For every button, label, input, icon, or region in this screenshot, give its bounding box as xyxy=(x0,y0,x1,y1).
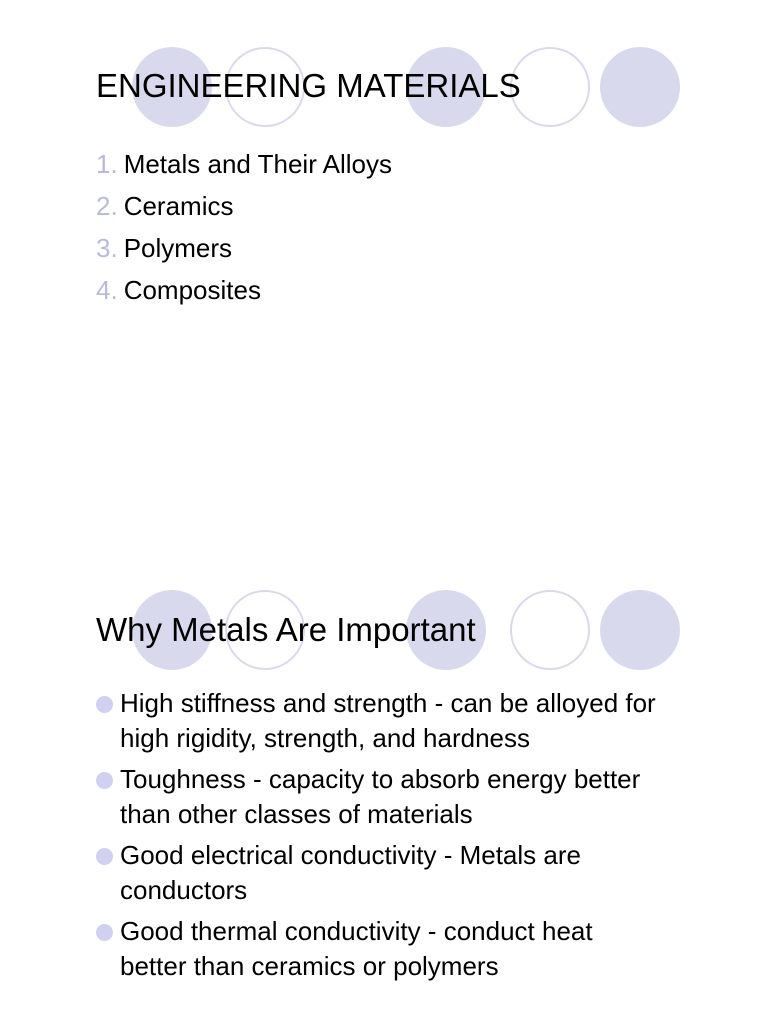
bullet-dot-icon xyxy=(96,772,113,789)
decorative-circle-outline xyxy=(510,47,590,127)
list-item-text: Composites xyxy=(123,275,261,305)
list-item xyxy=(96,686,666,756)
list-item xyxy=(96,185,392,227)
list-item-text: Good thermal conductivity - conduct heat better than ceramics or polymers xyxy=(120,916,593,981)
list-item xyxy=(96,762,666,832)
list-item-text: Toughness - capacity to absorb energy better than other classes of materials xyxy=(120,764,641,829)
list-item xyxy=(96,914,666,984)
list-item-text: Good electrical conductivity - Metals are conductors xyxy=(120,840,581,905)
decorative-circle-filled xyxy=(600,47,680,127)
slide-why-metals-important xyxy=(0,543,768,1024)
list-number: 1. xyxy=(96,149,118,179)
list-item xyxy=(96,269,392,311)
list-item xyxy=(96,143,392,185)
bullet-dot-icon xyxy=(96,924,113,941)
materials-list xyxy=(96,143,392,311)
metals-benefits-list xyxy=(96,686,666,990)
slide-title: Why Metals Are Important xyxy=(96,611,476,648)
decorative-circle-filled xyxy=(600,590,680,670)
list-number: 4. xyxy=(96,275,118,305)
slide-title: ENGINEERING MATERIALS xyxy=(96,67,521,104)
list-item-text: Ceramics xyxy=(123,191,234,221)
decorative-circle-outline xyxy=(510,590,590,670)
list-item xyxy=(96,227,392,269)
list-number: 2. xyxy=(96,191,118,221)
list-item-text: Polymers xyxy=(123,233,233,263)
bullet-dot-icon xyxy=(96,848,113,865)
list-item-text: High stiffness and strength - can be alloyed for high rigidity, strength, and hardness xyxy=(120,688,656,753)
list-number: 3. xyxy=(96,233,118,263)
bullet-dot-icon xyxy=(96,696,113,713)
list-item-text: Metals and Their Alloys xyxy=(123,149,393,179)
list-item xyxy=(96,838,666,908)
